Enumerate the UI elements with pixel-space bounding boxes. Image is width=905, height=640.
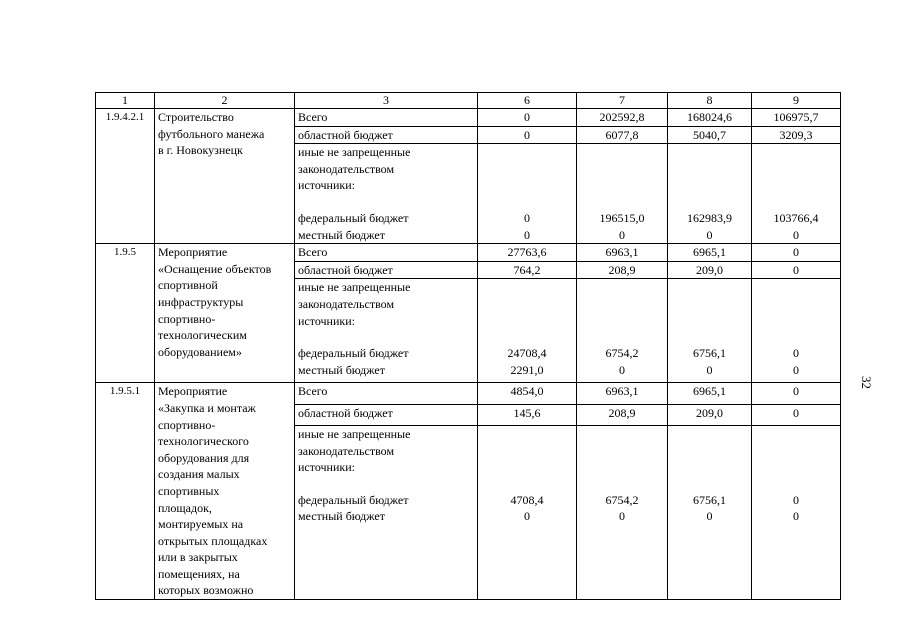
header-cell: 8 [668,93,752,109]
amount-cell-other [752,144,841,244]
amount-cell-other [668,426,752,600]
amount-cell: 0 [752,261,841,279]
amount-cell-other [752,279,841,383]
other-sources-label-lines [298,144,474,194]
local-amount: 0 [706,362,713,377]
section-name-line: монтируемых на [158,517,244,532]
amount-cell: 0 [478,126,577,144]
amount-cell: 6963,1 [577,244,668,262]
section-name-line: или в закрытых [158,550,238,565]
table-row [96,244,841,262]
federal-budget-label: федеральный бюджет [298,210,409,225]
amount-cell: 6963,1 [577,383,668,404]
section-name [155,383,295,600]
amount-cell: 6965,1 [668,244,752,262]
local-budget-label: местный бюджет [298,362,385,377]
amount-cell: 168024,6 [668,109,752,127]
federal-amount: 0 [793,492,799,507]
local-amount: 0 [706,509,713,524]
other-sources-label-line: законодательством [298,443,395,458]
amount-cell: 0 [478,109,577,127]
local-amount: 2291,0 [510,362,544,377]
federal-amount: 0 [524,210,530,225]
section-name-line: инфраструктуры [158,294,244,309]
header-cell: 7 [577,93,668,109]
other-sources-label-line: источники: [298,178,355,193]
section-code: 1.9.5.1 [96,383,155,600]
local-amount: 0 [524,509,530,524]
amount-cell: 208,9 [577,261,668,279]
amount-cell: 202592,8 [577,109,668,127]
amount-cell: 0 [752,383,841,404]
federal-budget-label: федеральный бюджет [298,346,409,361]
funding-source-other [295,144,478,244]
section-name [155,109,295,244]
amount-cell-other [478,279,577,383]
section-name [155,244,295,383]
federal-amount: 6756,1 [693,492,726,507]
other-sources-label-lines [298,279,474,329]
amount-cell: 209,0 [668,261,752,279]
table-body [96,93,841,600]
local-amount: 0 [706,227,713,242]
header-cell: 6 [478,93,577,109]
other-sources-label-line: иные не запрещенные [298,145,411,160]
section-name-lines [158,109,291,159]
local-amount: 0 [793,362,799,377]
section-name-line: Мероприятие [158,245,228,260]
funding-source: областной бюджет [295,404,478,425]
funding-source: областной бюджет [295,126,478,144]
federal-budget-label: федеральный бюджет [298,492,409,507]
amount-cell: 0 [752,404,841,425]
local-amount: 0 [793,509,799,524]
amount-cell: 208,9 [577,404,668,425]
local-budget-label: местный бюджет [298,227,385,242]
section-name-line: которых возможно [158,583,254,598]
section-name-line: Мероприятие [158,384,228,399]
amount-cell-other [668,279,752,383]
federal-amount: 162983,9 [687,210,732,225]
section-code: 1.9.4.2.1 [96,109,155,244]
section-code: 1.9.5 [96,244,155,383]
funding-source-other [295,279,478,383]
budget-table [95,92,841,600]
amount-cell: 106975,7 [752,109,841,127]
section-name-lines [158,244,291,360]
funding-source-other [295,426,478,600]
other-sources-label-line: законодательством [298,161,395,176]
section-name-line: технологическим [158,328,247,343]
page-number: 32 [859,376,874,389]
section-name-line: «Закупка и монтаж [158,400,256,415]
federal-amount: 196515,0 [599,210,645,225]
header-cell: 3 [295,93,478,109]
header-cell: 9 [752,93,841,109]
amount-cell-other [577,426,668,600]
amount-cell-other [752,426,841,600]
federal-amount: 6754,2 [605,346,639,361]
funding-source: Всего [295,109,478,127]
section-name-line: спортивной [158,278,218,293]
amount-cell: 6077,8 [577,126,668,144]
section-name-line: футбольного манежа [158,126,265,141]
amount-cell-other [478,426,577,600]
amount-cell: 4854,0 [478,383,577,404]
other-sources-label-line: источники: [298,460,355,475]
local-amount: 0 [524,227,530,242]
amount-cell: 145,6 [478,404,577,425]
header-cell: 2 [155,93,295,109]
other-sources-label-line: источники: [298,313,355,328]
section-name-line: спортивных [158,483,220,498]
header-row [96,93,841,109]
amount-cell-other [478,144,577,244]
section-name-line: «Оснащение объектов [158,261,272,276]
table-row [96,109,841,127]
amount-cell: 5040,7 [668,126,752,144]
table-row [96,383,841,404]
section-name-line: оборудованием» [158,344,242,359]
amount-cell: 6965,1 [668,383,752,404]
section-name-line: спортивно- [158,417,216,432]
other-sources-label-line: иные не запрещенные [298,280,411,295]
federal-amount: 0 [793,346,799,361]
amount-cell-other [577,144,668,244]
local-budget-label: местный бюджет [298,509,385,524]
federal-amount: 103766,4 [773,210,819,225]
federal-amount: 6754,2 [605,492,639,507]
local-amount: 0 [793,227,799,242]
federal-amount: 24708,4 [507,346,547,361]
other-sources-label-line: иные не запрещенные [298,427,411,442]
section-name-line: спортивно- [158,311,216,326]
amount-cell: 209,0 [668,404,752,425]
section-name-line: технологического [158,434,249,449]
local-amount: 0 [619,362,625,377]
amount-cell: 764,2 [478,261,577,279]
amount-cell: 3209,3 [752,126,841,144]
section-name-line: площадок, [158,500,212,515]
section-name-line: в г. Новокузнецк [158,143,243,158]
local-amount: 0 [619,509,625,524]
federal-amount: 6756,1 [693,346,726,361]
other-sources-label-line: законодательством [298,296,395,311]
amount-cell: 0 [752,244,841,262]
amount-cell-other [577,279,668,383]
amount-cell: 27763,6 [478,244,577,262]
federal-amount: 4708,4 [510,492,544,507]
section-name-lines [158,383,291,599]
section-name-line: оборудования для [158,450,250,465]
section-name-line: создания малых [158,467,240,482]
amount-cell-other [668,144,752,244]
local-amount: 0 [619,227,625,242]
header-cell: 1 [96,93,155,109]
other-sources-label-lines [298,426,474,476]
funding-source: Всего [295,244,478,262]
section-name-line: помещениях, на [158,566,240,581]
funding-source: областной бюджет [295,261,478,279]
section-name-line: Строительство [158,110,234,124]
section-name-line: открытых площадках [158,533,268,548]
funding-source: Всего [295,383,478,404]
